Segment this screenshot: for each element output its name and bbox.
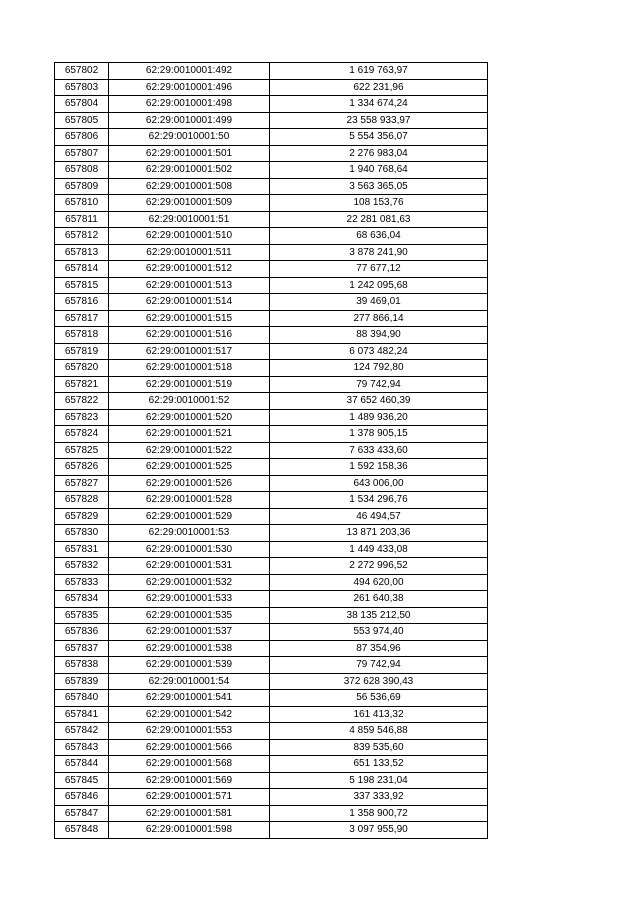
- table-row: [55, 244, 488, 261]
- row-number-cell: 657803: [55, 79, 109, 96]
- table-row: [55, 393, 488, 410]
- row-number-cell: 657833: [55, 574, 109, 591]
- row-number-cell: 657826: [55, 459, 109, 476]
- row-number-cell: 657830: [55, 525, 109, 542]
- cadastral-value-cell: 622 231,96: [270, 79, 488, 96]
- table-row: [55, 376, 488, 393]
- cadastral-number-cell: 62:29:0010001:528: [109, 492, 270, 509]
- table-row: [55, 805, 488, 822]
- table-row: [55, 558, 488, 575]
- row-number-cell: 657810: [55, 195, 109, 212]
- table-row: [55, 541, 488, 558]
- row-number-cell: 657835: [55, 607, 109, 624]
- table-row: [55, 343, 488, 360]
- cadastral-value-table: [54, 62, 488, 839]
- table-row: [55, 673, 488, 690]
- cadastral-number-cell: 62:29:0010001:532: [109, 574, 270, 591]
- cadastral-value-cell: 2 272 996,52: [270, 558, 488, 575]
- table-row: [55, 706, 488, 723]
- table-row: [55, 360, 488, 377]
- row-number-cell: 657807: [55, 145, 109, 162]
- cadastral-value-cell: 37 652 460,39: [270, 393, 488, 410]
- table-row: [55, 657, 488, 674]
- cadastral-value-cell: 839 535,60: [270, 739, 488, 756]
- table-row: [55, 261, 488, 278]
- table-row: [55, 459, 488, 476]
- cadastral-number-cell: 62:29:0010001:496: [109, 79, 270, 96]
- cadastral-number-cell: 62:29:0010001:569: [109, 772, 270, 789]
- table-row: [55, 178, 488, 195]
- row-number-cell: 657832: [55, 558, 109, 575]
- row-number-cell: 657821: [55, 376, 109, 393]
- cadastral-value-cell: 2 276 983,04: [270, 145, 488, 162]
- row-number-cell: 657848: [55, 822, 109, 839]
- row-number-cell: 657814: [55, 261, 109, 278]
- row-number-cell: 657813: [55, 244, 109, 261]
- cadastral-value-cell: 39 469,01: [270, 294, 488, 311]
- cadastral-value-cell: 1 619 763,97: [270, 63, 488, 80]
- cadastral-value-cell: 13 871 203,36: [270, 525, 488, 542]
- cadastral-value-cell: 5 198 231,04: [270, 772, 488, 789]
- cadastral-value-cell: 46 494,57: [270, 508, 488, 525]
- row-number-cell: 657820: [55, 360, 109, 377]
- table-row: [55, 195, 488, 212]
- cadastral-value-cell: 108 153,76: [270, 195, 488, 212]
- cadastral-number-cell: 62:29:0010001:568: [109, 756, 270, 773]
- row-number-cell: 657843: [55, 739, 109, 756]
- cadastral-value-cell: 79 742,94: [270, 657, 488, 674]
- cadastral-value-cell: 5 554 356,07: [270, 129, 488, 146]
- cadastral-number-cell: 62:29:0010001:533: [109, 591, 270, 608]
- cadastral-number-cell: 62:29:0010001:512: [109, 261, 270, 278]
- row-number-cell: 657815: [55, 277, 109, 294]
- cadastral-value-cell: 651 133,52: [270, 756, 488, 773]
- table-row: [55, 145, 488, 162]
- cadastral-number-cell: 62:29:0010001:537: [109, 624, 270, 641]
- row-number-cell: 657831: [55, 541, 109, 558]
- table-row: [55, 228, 488, 245]
- table-row: [55, 492, 488, 509]
- cadastral-value-cell: 1 334 674,24: [270, 96, 488, 113]
- cadastral-value-cell: 3 097 955,90: [270, 822, 488, 839]
- cadastral-number-cell: 62:29:0010001:530: [109, 541, 270, 558]
- cadastral-value-cell: 1 449 433,08: [270, 541, 488, 558]
- table-row: [55, 756, 488, 773]
- row-number-cell: 657827: [55, 475, 109, 492]
- cadastral-value-cell: 56 536,69: [270, 690, 488, 707]
- table-row: [55, 739, 488, 756]
- cadastral-value-cell: 79 742,94: [270, 376, 488, 393]
- cadastral-number-cell: 62:29:0010001:525: [109, 459, 270, 476]
- cadastral-value-cell: 22 281 081,63: [270, 211, 488, 228]
- cadastral-number-cell: 62:29:0010001:508: [109, 178, 270, 195]
- cadastral-value-cell: 1 489 936,20: [270, 409, 488, 426]
- cadastral-value-cell: 1 242 095,68: [270, 277, 488, 294]
- cadastral-number-cell: 62:29:0010001:502: [109, 162, 270, 179]
- cadastral-number-cell: 62:29:0010001:517: [109, 343, 270, 360]
- table-row: [55, 277, 488, 294]
- cadastral-number-cell: 62:29:0010001:509: [109, 195, 270, 212]
- cadastral-number-cell: 62:29:0010001:518: [109, 360, 270, 377]
- table-row: [55, 508, 488, 525]
- table-row: [55, 409, 488, 426]
- cadastral-value-cell: 1 378 905,15: [270, 426, 488, 443]
- table-row: [55, 294, 488, 311]
- cadastral-value-cell: 1 940 768,64: [270, 162, 488, 179]
- row-number-cell: 657836: [55, 624, 109, 641]
- row-number-cell: 657828: [55, 492, 109, 509]
- table-row: [55, 426, 488, 443]
- cadastral-value-cell: 88 394,90: [270, 327, 488, 344]
- cadastral-value-cell: 7 633 433,60: [270, 442, 488, 459]
- cadastral-value-cell: 1 534 296,76: [270, 492, 488, 509]
- row-number-cell: 657824: [55, 426, 109, 443]
- cadastral-value-cell: 161 413,32: [270, 706, 488, 723]
- cadastral-number-cell: 62:29:0010001:52: [109, 393, 270, 410]
- cadastral-number-cell: 62:29:0010001:542: [109, 706, 270, 723]
- row-number-cell: 657806: [55, 129, 109, 146]
- table-row: [55, 789, 488, 806]
- table-row: [55, 79, 488, 96]
- cadastral-value-cell: 77 677,12: [270, 261, 488, 278]
- row-number-cell: 657822: [55, 393, 109, 410]
- cadastral-number-cell: 62:29:0010001:553: [109, 723, 270, 740]
- row-number-cell: 657819: [55, 343, 109, 360]
- row-number-cell: 657834: [55, 591, 109, 608]
- cadastral-value-cell: 3 878 241,90: [270, 244, 488, 261]
- row-number-cell: 657838: [55, 657, 109, 674]
- row-number-cell: 657840: [55, 690, 109, 707]
- table-row: [55, 525, 488, 542]
- row-number-cell: 657817: [55, 310, 109, 327]
- cadastral-value-cell: 337 333,92: [270, 789, 488, 806]
- row-number-cell: 657808: [55, 162, 109, 179]
- row-number-cell: 657847: [55, 805, 109, 822]
- row-number-cell: 657825: [55, 442, 109, 459]
- cadastral-value-cell: 1 592 158,36: [270, 459, 488, 476]
- row-number-cell: 657811: [55, 211, 109, 228]
- table-row: [55, 624, 488, 641]
- table-row: [55, 129, 488, 146]
- table-row: [55, 822, 488, 839]
- cadastral-value-cell: 553 974,40: [270, 624, 488, 641]
- table-row: [55, 96, 488, 113]
- cadastral-number-cell: 62:29:0010001:516: [109, 327, 270, 344]
- table-row: [55, 442, 488, 459]
- cadastral-number-cell: 62:29:0010001:581: [109, 805, 270, 822]
- row-number-cell: 657823: [55, 409, 109, 426]
- cadastral-value-cell: 3 563 365,05: [270, 178, 488, 195]
- cadastral-number-cell: 62:29:0010001:526: [109, 475, 270, 492]
- cadastral-value-cell: 87 354,96: [270, 640, 488, 657]
- cadastral-value-cell: 23 558 933,97: [270, 112, 488, 129]
- cadastral-number-cell: 62:29:0010001:531: [109, 558, 270, 575]
- table-row: [55, 772, 488, 789]
- cadastral-number-cell: 62:29:0010001:529: [109, 508, 270, 525]
- cadastral-number-cell: 62:29:0010001:50: [109, 129, 270, 146]
- row-number-cell: 657846: [55, 789, 109, 806]
- table-row: [55, 327, 488, 344]
- row-number-cell: 657802: [55, 63, 109, 80]
- row-number-cell: 657829: [55, 508, 109, 525]
- cadastral-number-cell: 62:29:0010001:492: [109, 63, 270, 80]
- row-number-cell: 657841: [55, 706, 109, 723]
- cadastral-value-cell: 6 073 482,24: [270, 343, 488, 360]
- cadastral-number-cell: 62:29:0010001:535: [109, 607, 270, 624]
- cadastral-number-cell: 62:29:0010001:51: [109, 211, 270, 228]
- cadastral-number-cell: 62:29:0010001:521: [109, 426, 270, 443]
- cadastral-number-cell: 62:29:0010001:598: [109, 822, 270, 839]
- cadastral-number-cell: 62:29:0010001:510: [109, 228, 270, 245]
- row-number-cell: 657804: [55, 96, 109, 113]
- cadastral-number-cell: 62:29:0010001:566: [109, 739, 270, 756]
- table-row: [55, 723, 488, 740]
- cadastral-number-cell: 62:29:0010001:511: [109, 244, 270, 261]
- table-row: [55, 607, 488, 624]
- row-number-cell: 657818: [55, 327, 109, 344]
- cadastral-value-cell: 38 135 212,50: [270, 607, 488, 624]
- cadastral-number-cell: 62:29:0010001:538: [109, 640, 270, 657]
- cadastral-value-cell: 372 628 390,43: [270, 673, 488, 690]
- cadastral-value-cell: 1 358 900,72: [270, 805, 488, 822]
- cadastral-number-cell: 62:29:0010001:520: [109, 409, 270, 426]
- cadastral-number-cell: 62:29:0010001:499: [109, 112, 270, 129]
- table-row: [55, 640, 488, 657]
- row-number-cell: 657837: [55, 640, 109, 657]
- cadastral-number-cell: 62:29:0010001:498: [109, 96, 270, 113]
- table-row: [55, 574, 488, 591]
- cadastral-number-cell: 62:29:0010001:514: [109, 294, 270, 311]
- cadastral-number-cell: 62:29:0010001:522: [109, 442, 270, 459]
- row-number-cell: 657812: [55, 228, 109, 245]
- table-row: [55, 63, 488, 80]
- cadastral-value-cell: 277 866,14: [270, 310, 488, 327]
- row-number-cell: 657845: [55, 772, 109, 789]
- table-row: [55, 162, 488, 179]
- cadastral-value-cell: 643 006,00: [270, 475, 488, 492]
- cadastral-value-cell: 68 636,04: [270, 228, 488, 245]
- cadastral-number-cell: 62:29:0010001:571: [109, 789, 270, 806]
- table-row: [55, 475, 488, 492]
- cadastral-value-cell: 494 620,00: [270, 574, 488, 591]
- cadastral-number-cell: 62:29:0010001:513: [109, 277, 270, 294]
- cadastral-value-cell: 124 792,80: [270, 360, 488, 377]
- row-number-cell: 657809: [55, 178, 109, 195]
- table-row: [55, 310, 488, 327]
- cadastral-value-cell: 261 640,38: [270, 591, 488, 608]
- table-row: [55, 690, 488, 707]
- row-number-cell: 657842: [55, 723, 109, 740]
- cadastral-number-cell: 62:29:0010001:515: [109, 310, 270, 327]
- cadastral-number-cell: 62:29:0010001:541: [109, 690, 270, 707]
- cadastral-number-cell: 62:29:0010001:519: [109, 376, 270, 393]
- row-number-cell: 657844: [55, 756, 109, 773]
- cadastral-number-cell: 62:29:0010001:501: [109, 145, 270, 162]
- table-row: [55, 112, 488, 129]
- table-row: [55, 591, 488, 608]
- table-row: [55, 211, 488, 228]
- row-number-cell: 657839: [55, 673, 109, 690]
- cadastral-number-cell: 62:29:0010001:53: [109, 525, 270, 542]
- cadastral-number-cell: 62:29:0010001:54: [109, 673, 270, 690]
- table-body: [55, 63, 488, 839]
- cadastral-number-cell: 62:29:0010001:539: [109, 657, 270, 674]
- row-number-cell: 657805: [55, 112, 109, 129]
- row-number-cell: 657816: [55, 294, 109, 311]
- cadastral-value-cell: 4 859 546,88: [270, 723, 488, 740]
